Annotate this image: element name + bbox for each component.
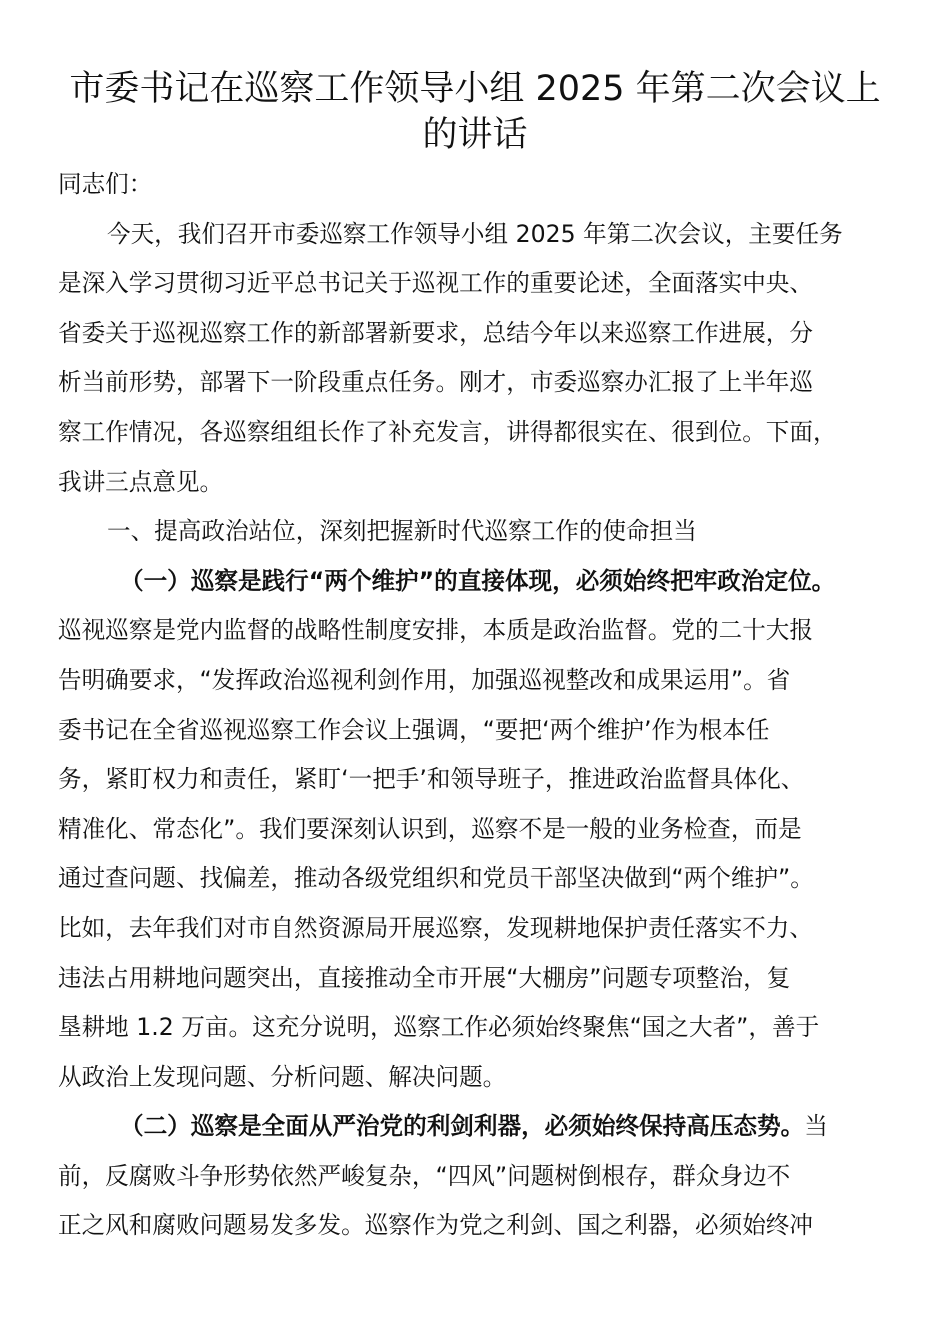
- intro-line: 是深入学习贯彻习近平总书记关于巡视工作的重要论述，全面落实中央、: [58, 269, 813, 298]
- paragraph-line: 比如，去年我们对市自然资源局开展巡察，发现耕地保护责任落实不力、: [58, 913, 813, 942]
- subsection-2-heading: （二）巡察是全面从严治党的利剑利器，必须始终保持高压态势。: [120, 1112, 805, 1141]
- intro-paragraph: [58, 210, 892, 508]
- document-body: [58, 160, 892, 1251]
- paragraph-line: 违法占用耕地问题突出，直接推动全市开展“大棚房”问题专项整治，复: [58, 963, 791, 992]
- paragraph-line: 精准化、常态化”。我们要深刻认识到，巡察不是一般的业务检查，而是: [58, 814, 802, 843]
- intro-line: 省委关于巡视巡察工作的新部署新要求，总结今年以来巡察工作进展，分: [58, 318, 813, 347]
- subsection-1-heading: （一）巡察是践行“两个维护”的直接体现，必须始终把牢政治定位。: [120, 566, 836, 595]
- title-line-2: 的讲话: [422, 115, 528, 155]
- document-title: [58, 66, 892, 158]
- intro-line: 察工作情况，各巡察组组长作了补充发言，讲得都很实在、很到位。下面，: [58, 417, 837, 446]
- paragraph-line: 告明确要求，“发挥政治巡视利剑作用，加强巡视整改和成果运用”。省: [58, 665, 791, 694]
- paragraph-line: 巡视巡察是党内监督的战略性制度安排，本质是政治监督。党的二十大报: [58, 616, 813, 645]
- subsection-2-heading-tail: 当: [804, 1112, 828, 1141]
- subsection-1-paragraph: [58, 557, 892, 1103]
- paragraph-line: 委书记在全省巡视巡察工作会议上强调，“要把‘两个维护’作为根本任: [58, 715, 770, 744]
- paragraph-line: 从政治上发现问题、分析问题、解决问题。: [58, 1062, 507, 1091]
- intro-line: 今天，我们召开市委巡察工作领导小组 2025 年第二次会议，主要任务: [107, 219, 843, 248]
- subsection-2-first-line: [58, 1102, 892, 1152]
- section-1-heading: 一、提高政治站位，深刻把握新时代巡察工作的使命担当: [107, 517, 697, 546]
- paragraph-line: 务，紧盯权力和责任，紧盯‘一把手’和领导班子，推进政治监督具体化、: [58, 765, 805, 794]
- subsection-2-paragraph: [58, 1102, 892, 1251]
- paragraph-line: 通过查问题、找偏差，推动各级党组织和党员干部坚决做到“两个维护”。: [58, 864, 814, 893]
- intro-line: 我讲三点意见。: [58, 467, 224, 496]
- paragraph-line: 前，反腐败斗争形势依然严峻复杂，“四风”问题树倒根存，群众身边不: [58, 1161, 791, 1190]
- greeting: 同志们：: [58, 170, 153, 198]
- title-line-1: 市委书记在巡察工作领导小组 2025 年第二次会议上: [69, 69, 881, 109]
- intro-line: 析当前形势，部署下一阶段重点任务。刚才，市委巡察办汇报了上半年巡: [58, 368, 813, 397]
- paragraph-line: 垦耕地 1.2 万亩。这充分说明，巡察工作必须始终聚焦“国之大者”，善于: [58, 1013, 820, 1042]
- paragraph-line: 正之风和腐败问题易发多发。巡察作为党之利剑、国之利器，必须始终冲: [58, 1211, 813, 1240]
